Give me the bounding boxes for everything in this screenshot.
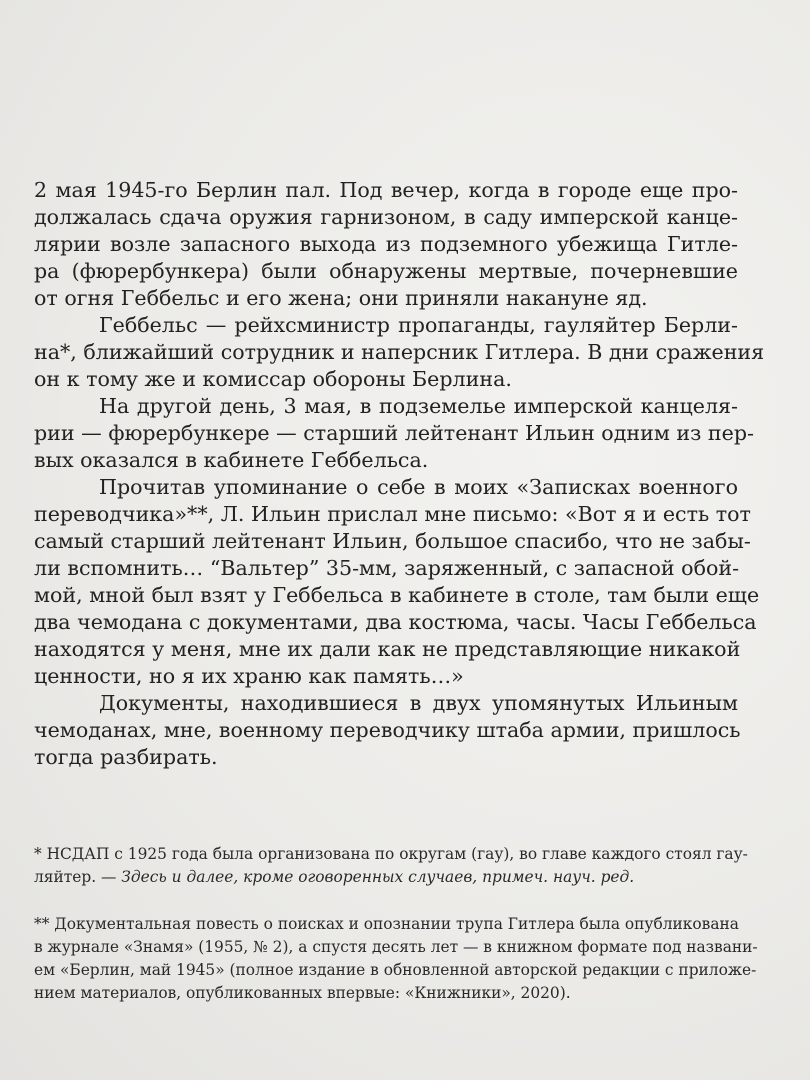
text-line: Документы, находившиеся в двух упомянутых Ильиным bbox=[99, 691, 738, 715]
text-line: от огня Геббельс и его жена; они приняли накануне яд. bbox=[34, 286, 648, 310]
footnote-text: ляйтер. — bbox=[34, 868, 122, 886]
paragraph-2 bbox=[34, 312, 765, 393]
text-line: переводчика»**, Л. Ильин прислал мне письмо: «Вот я и есть тот bbox=[34, 502, 751, 526]
text-line: чемоданах, мне, военному переводчику штаба армии, пришлось bbox=[34, 718, 741, 742]
text-line: Прочитав упоминание о себе в моих «Записках военного bbox=[99, 475, 738, 499]
text-line: он к тому же и комиссар обороны Берлина. bbox=[34, 367, 512, 391]
text-line: На другой день, 3 мая, в подземелье имперской канцеля- bbox=[99, 394, 738, 418]
text-line: ценности, но я их храню как память…» bbox=[34, 664, 464, 688]
text-line: самый старший лейтенант Ильин, большое спасибо, что не забы- bbox=[34, 529, 751, 553]
footnote-line: в журнале «Знамя» (1955, № 2), а спустя десять лет — в книжном формате под названи- bbox=[34, 938, 758, 956]
paragraph-4 bbox=[34, 474, 760, 690]
text-line: лярии возле запасного выхода из подземного убежища Гитле- bbox=[34, 232, 738, 256]
text-line: должалась сдача оружия гарнизоном, в саду имперской канце- bbox=[34, 205, 738, 229]
footnote-line: ** Документальная повесть о поисках и опознании трупа Гитлера была опубликована bbox=[34, 915, 739, 933]
footnote-line bbox=[34, 866, 738, 889]
text-line: 2 мая 1945-го Берлин пал. Под вечер, когда в городе еще про- bbox=[34, 178, 738, 202]
main-text bbox=[34, 177, 765, 771]
text-line: находятся у меня, мне их дали как не представляющие никакой bbox=[34, 637, 741, 661]
paragraph-5 bbox=[34, 690, 741, 771]
text-line: мой, мной был взят у Геббельса в кабинете в столе, там были еще bbox=[34, 583, 760, 607]
text-line: вых оказался в кабинете Геббельса. bbox=[34, 448, 429, 472]
footnote-editor-note: Здесь и далее, кроме оговоренных случаев, примеч. науч. ред. bbox=[121, 868, 635, 886]
footnote-line: нием материалов, опубликованных впервые: «Книжники», 2020). bbox=[34, 984, 571, 1002]
footnote-1 bbox=[34, 843, 748, 889]
paragraph-3 bbox=[34, 393, 754, 474]
footnote-line: * НСДАП с 1925 года была организована по округам (гау), во главе каждого стоял гау- bbox=[34, 845, 748, 863]
footnote-2 bbox=[34, 913, 758, 1005]
text-line: рии — фюрербункере — старший лейтенант Ильин одним из пер- bbox=[34, 421, 754, 445]
text-line: тогда разбирать. bbox=[34, 745, 218, 769]
footnote-line: ем «Берлин, май 1945» (полное издание в обновленной авторской редакции с приложе- bbox=[34, 961, 757, 979]
text-line: ра (фюрербункера) были обнаружены мертвые, почерневшие bbox=[34, 259, 738, 283]
text-line: Геббельс — рейхсминистр пропаганды, гауляйтер Берли- bbox=[99, 313, 738, 337]
text-line: два чемодана с документами, два костюма, часы. Часы Геббельса bbox=[34, 610, 757, 634]
paragraph-1 bbox=[34, 177, 738, 312]
text-line: ли вспомнить… “Вальтер” 35-мм, заряженный, с запасной обой- bbox=[34, 556, 740, 580]
text-line: на*, ближайший сотрудник и наперсник Гитлера. В дни сражения bbox=[34, 340, 765, 364]
